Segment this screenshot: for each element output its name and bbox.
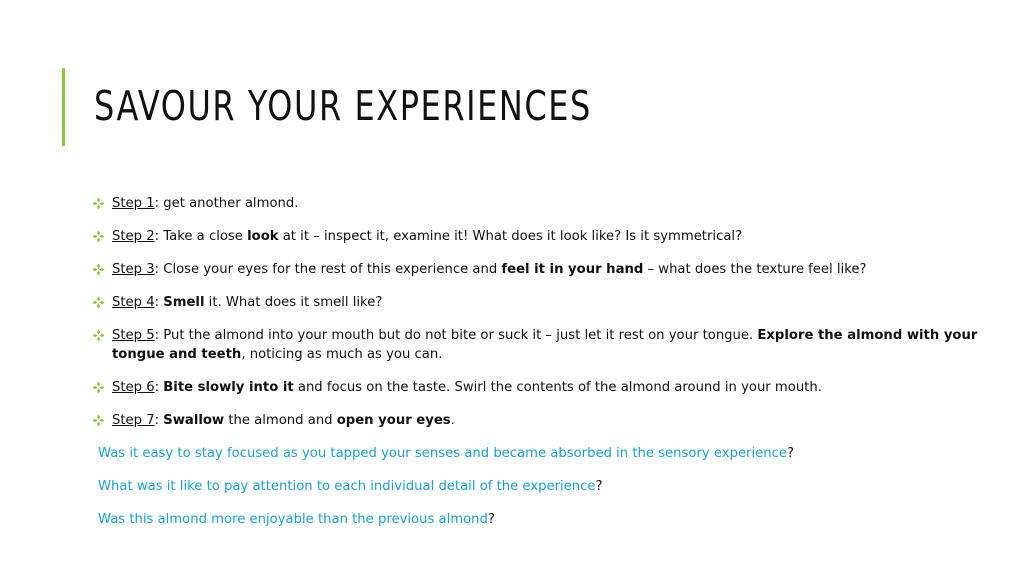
reflection-question <box>92 477 992 496</box>
step-text: and focus on the taste. Swirl the contents of the almond around in your mouth. <box>293 380 822 395</box>
step-label: Step 3 <box>112 262 155 277</box>
step-text: at it – inspect it, examine it! What does it look like? Is it symmetrical? <box>278 229 743 244</box>
step-emphasis: feel it in your hand <box>501 262 644 277</box>
question-mark: ? <box>595 479 603 494</box>
step-item <box>92 411 992 430</box>
step-item <box>92 260 992 279</box>
step-text: it. What does it smell like? <box>204 295 383 310</box>
step-text: : Put the almond into your mouth but do not bite or suck it – just let it rest on your tongue. <box>154 328 758 343</box>
step-text: the almond and <box>224 413 337 428</box>
step-label: Step 6 <box>112 380 155 395</box>
four-diamond-bullet-icon <box>92 197 105 210</box>
question-mark: ? <box>786 446 794 461</box>
reflection-question <box>92 510 992 529</box>
title-accent-bar <box>62 68 65 146</box>
step-text: : <box>154 295 164 310</box>
four-diamond-bullet-icon <box>92 296 105 309</box>
step-label: Step 4 <box>112 295 155 310</box>
four-diamond-bullet-icon <box>92 414 105 427</box>
step-item <box>92 326 992 364</box>
step-text: : Take a close <box>154 229 248 244</box>
question-text: Was this almond more enjoyable than the previous almond <box>98 512 488 527</box>
slide-content <box>92 194 992 543</box>
question-mark: ? <box>487 512 495 527</box>
four-diamond-bullet-icon <box>92 329 105 342</box>
step-emphasis: Smell <box>163 295 205 310</box>
step-emphasis: Explore the almond with your tongue and teeth <box>112 328 978 362</box>
question-text: What was it like to pay attention to each individual detail of the experience <box>98 479 596 494</box>
step-label: Step 1 <box>112 196 155 211</box>
question-text: Was it easy to stay focused as you tapped your senses and became absorbed in the sensory experience <box>98 446 787 461</box>
step-text: . <box>450 413 455 428</box>
step-text: : <box>154 413 164 428</box>
step-emphasis: Bite slowly into it <box>163 380 294 395</box>
question-list <box>92 444 992 529</box>
four-diamond-bullet-icon <box>92 263 105 276</box>
step-emphasis: look <box>247 229 279 244</box>
four-diamond-bullet-icon <box>92 230 105 243</box>
step-text: – what does the texture feel like? <box>643 262 867 277</box>
four-diamond-bullet-icon <box>92 381 105 394</box>
step-item <box>92 227 992 246</box>
step-label: Step 5 <box>112 328 155 343</box>
slide-title: SAVOUR YOUR EXPERIENCES <box>94 82 592 130</box>
step-list <box>92 194 992 430</box>
step-label: Step 2 <box>112 229 155 244</box>
step-label: Step 7 <box>112 413 155 428</box>
step-text: : Close your eyes for the rest of this experience and <box>154 262 502 277</box>
step-text: : <box>154 380 164 395</box>
step-text: : get another almond. <box>154 196 299 211</box>
step-emphasis: Swallow <box>163 413 225 428</box>
step-emphasis: open your eyes <box>336 413 451 428</box>
reflection-question <box>92 444 992 463</box>
step-text: , noticing as much as you can. <box>241 347 443 362</box>
step-item <box>92 378 992 397</box>
step-item <box>92 293 992 312</box>
step-item <box>92 194 992 213</box>
